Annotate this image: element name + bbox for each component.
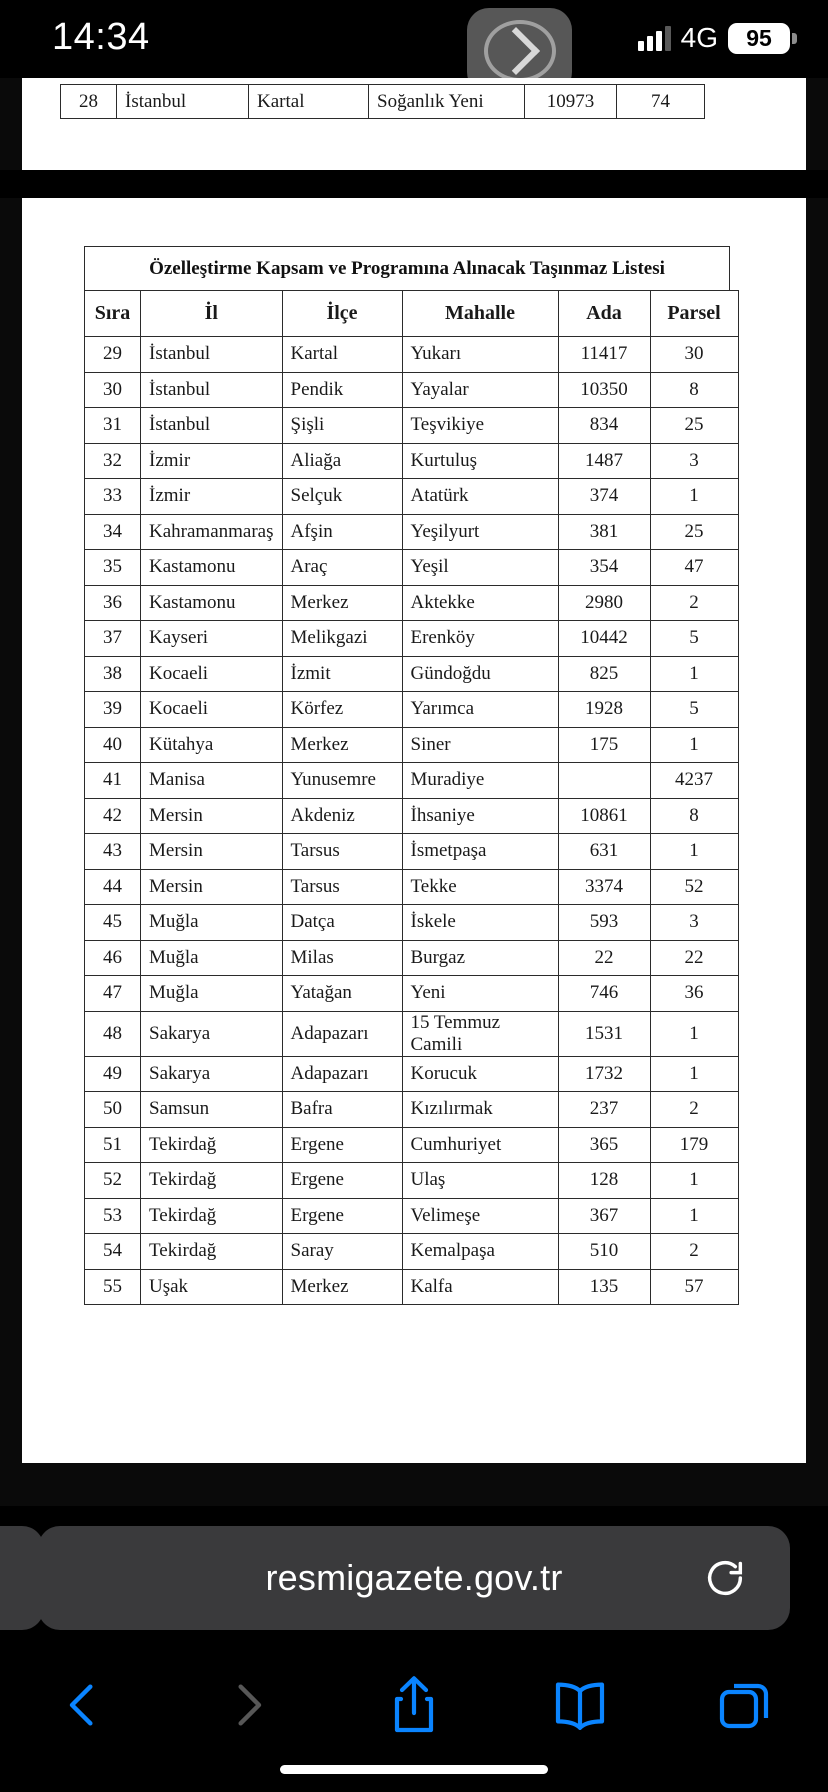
cell-il: İstanbul xyxy=(141,337,283,373)
cell-il: Kocaeli xyxy=(141,656,283,692)
cell-parsel: 52 xyxy=(650,869,738,905)
cell-ilce: Merkez xyxy=(282,585,402,621)
cell-sira: 30 xyxy=(85,372,141,408)
cell-parsel: 1 xyxy=(650,479,738,515)
cell-parsel: 179 xyxy=(650,1127,738,1163)
tab-strip xyxy=(0,1526,828,1630)
table-row xyxy=(85,372,739,408)
cell-ada: 367 xyxy=(558,1198,650,1234)
cell-sira: 39 xyxy=(85,692,141,728)
cell-il: İstanbul xyxy=(117,85,249,119)
cell-il: Muğla xyxy=(141,976,283,1012)
cell-il: Kahramanmaraş xyxy=(141,514,283,550)
cell-parsel: 36 xyxy=(650,976,738,1012)
cell-ada: 175 xyxy=(558,727,650,763)
cell-ilce: Selçuk xyxy=(282,479,402,515)
cell-ilce: Araç xyxy=(282,550,402,586)
cell-ilce: Bafra xyxy=(282,1092,402,1128)
table-row xyxy=(85,1092,739,1128)
cell-ada: 354 xyxy=(558,550,650,586)
column-header-sira: Sıra xyxy=(85,291,141,337)
cell-ilce: Aliağa xyxy=(282,443,402,479)
cell-il: Muğla xyxy=(141,905,283,941)
cell-il: Kütahya xyxy=(141,727,283,763)
cell-ada: 834 xyxy=(558,408,650,444)
cell-mahalle: Yeşilyurt xyxy=(402,514,558,550)
cell-il: Tekirdağ xyxy=(141,1198,283,1234)
cell-mahalle: Yeşil xyxy=(402,550,558,586)
table-row xyxy=(85,1163,739,1199)
cell-parsel: 25 xyxy=(650,514,738,550)
cell-mahalle: Burgaz xyxy=(402,940,558,976)
cell-ada: 10973 xyxy=(525,85,617,119)
cell-parsel: 2 xyxy=(650,1234,738,1270)
table-row xyxy=(85,1234,739,1270)
cell-sira: 31 xyxy=(85,408,141,444)
table-row xyxy=(61,85,705,119)
cell-il: Sakarya xyxy=(141,1011,283,1056)
column-header-ada: Ada xyxy=(558,291,650,337)
cell-sira: 46 xyxy=(85,940,141,976)
cell-ada xyxy=(558,763,650,799)
cell-ada: 1928 xyxy=(558,692,650,728)
web-content[interactable] xyxy=(0,78,828,1506)
cell-sira: 34 xyxy=(85,514,141,550)
cell-parsel: 1 xyxy=(650,1056,738,1092)
cell-ada: 10350 xyxy=(558,372,650,408)
cell-mahalle: Soğanlık Yeni xyxy=(369,85,525,119)
table-row xyxy=(85,337,739,373)
bookmarks-button[interactable] xyxy=(497,1660,663,1750)
cell-ada: 10442 xyxy=(558,621,650,657)
cell-il: Mersin xyxy=(141,834,283,870)
cell-mahalle: Yayalar xyxy=(402,372,558,408)
cell-il: Uşak xyxy=(141,1269,283,1305)
book-icon xyxy=(551,1678,609,1732)
table-row xyxy=(85,514,739,550)
cell-parsel: 8 xyxy=(650,798,738,834)
cell-parsel: 4237 xyxy=(650,763,738,799)
cell-sira: 35 xyxy=(85,550,141,586)
cell-il: Sakarya xyxy=(141,1056,283,1092)
cell-sira: 37 xyxy=(85,621,141,657)
cell-sira: 50 xyxy=(85,1092,141,1128)
cell-parsel: 30 xyxy=(650,337,738,373)
cell-ilce: Kartal xyxy=(249,85,369,119)
cell-ilce: İzmit xyxy=(282,656,402,692)
cell-il: Kastamonu xyxy=(141,585,283,621)
cell-ada: 3374 xyxy=(558,869,650,905)
cell-ada: 135 xyxy=(558,1269,650,1305)
cell-sira: 48 xyxy=(85,1011,141,1056)
cell-parsel: 2 xyxy=(650,1092,738,1128)
cell-ilce: Ergene xyxy=(282,1198,402,1234)
cell-ada: 746 xyxy=(558,976,650,1012)
cell-mahalle: İhsaniye xyxy=(402,798,558,834)
forward-chevron-icon xyxy=(226,1675,270,1735)
cell-mahalle: Ulaş xyxy=(402,1163,558,1199)
cell-ada: 510 xyxy=(558,1234,650,1270)
cell-il: İzmir xyxy=(141,443,283,479)
table-row xyxy=(85,692,739,728)
document-page-current xyxy=(22,198,806,1463)
cell-mahalle: Kalfa xyxy=(402,1269,558,1305)
cell-il: Manisa xyxy=(141,763,283,799)
cell-ilce: Pendik xyxy=(282,372,402,408)
cell-sira: 49 xyxy=(85,1056,141,1092)
cell-ilce: Saray xyxy=(282,1234,402,1270)
cell-mahalle: Gündoğdu xyxy=(402,656,558,692)
cell-parsel: 8 xyxy=(650,372,738,408)
cell-il: Tekirdağ xyxy=(141,1163,283,1199)
cell-parsel: 25 xyxy=(650,408,738,444)
cell-ilce: Melikgazi xyxy=(282,621,402,657)
cell-sira: 45 xyxy=(85,905,141,941)
table-header-row xyxy=(85,291,739,337)
table-row xyxy=(85,976,739,1012)
cell-ilce: Afşin xyxy=(282,514,402,550)
cell-il: Kocaeli xyxy=(141,692,283,728)
cell-parsel: 1 xyxy=(650,1198,738,1234)
cell-mahalle: Yukarı xyxy=(402,337,558,373)
share-button[interactable] xyxy=(331,1660,497,1750)
cell-parsel: 47 xyxy=(650,550,738,586)
address-bar[interactable] xyxy=(38,1526,790,1630)
cell-il: Tekirdağ xyxy=(141,1127,283,1163)
cell-mahalle: Erenköy xyxy=(402,621,558,657)
table-row xyxy=(85,621,739,657)
cell-ilce: Kartal xyxy=(282,337,402,373)
cell-parsel: 22 xyxy=(650,940,738,976)
cell-ada: 631 xyxy=(558,834,650,870)
cell-mahalle: Kurtuluş xyxy=(402,443,558,479)
cell-sira: 47 xyxy=(85,976,141,1012)
cell-ilce: Şişli xyxy=(282,408,402,444)
cell-ilce: Tarsus xyxy=(282,869,402,905)
table-body xyxy=(85,337,739,1305)
page-separator xyxy=(0,170,828,198)
table-row xyxy=(85,869,739,905)
cell-mahalle: İskele xyxy=(402,905,558,941)
cell-ilce: Merkez xyxy=(282,1269,402,1305)
cell-ada: 381 xyxy=(558,514,650,550)
cell-ada: 2980 xyxy=(558,585,650,621)
cell-mahalle: Siner xyxy=(402,727,558,763)
cell-mahalle: Yarımca xyxy=(402,692,558,728)
cell-ilce: Yunusemre xyxy=(282,763,402,799)
cell-parsel: 2 xyxy=(650,585,738,621)
cell-parsel: 1 xyxy=(650,834,738,870)
cell-parsel: 1 xyxy=(650,1011,738,1056)
url-text: resmigazete.gov.tr xyxy=(265,1557,563,1598)
battery-icon: 95 xyxy=(728,23,790,54)
cellular-signal-icon xyxy=(638,25,671,51)
table-row xyxy=(85,798,739,834)
home-indicator xyxy=(280,1765,548,1774)
reload-icon[interactable] xyxy=(702,1555,748,1601)
cell-mahalle: Yeni xyxy=(402,976,558,1012)
cell-sira: 55 xyxy=(85,1269,141,1305)
cell-il: Samsun xyxy=(141,1092,283,1128)
table-row xyxy=(85,1011,739,1056)
cell-ilce: Akdeniz xyxy=(282,798,402,834)
table-row xyxy=(85,1198,739,1234)
cell-sira: 54 xyxy=(85,1234,141,1270)
cell-ada: 374 xyxy=(558,479,650,515)
cell-sira: 44 xyxy=(85,869,141,905)
cell-mahalle: Teşvikiye xyxy=(402,408,558,444)
cell-mahalle: İsmetpaşa xyxy=(402,834,558,870)
cell-sira: 33 xyxy=(85,479,141,515)
cell-mahalle: Kemalpaşa xyxy=(402,1234,558,1270)
cell-ilce: Tarsus xyxy=(282,834,402,870)
cell-mahalle: Cumhuriyet xyxy=(402,1127,558,1163)
cell-il: Tekirdağ xyxy=(141,1234,283,1270)
cell-ada: 237 xyxy=(558,1092,650,1128)
table-row xyxy=(85,443,739,479)
cell-ada: 825 xyxy=(558,656,650,692)
cell-mahalle: Atatürk xyxy=(402,479,558,515)
share-icon xyxy=(388,1674,440,1736)
table-row xyxy=(85,1269,739,1305)
status-indicators xyxy=(638,22,790,54)
cell-ada: 365 xyxy=(558,1127,650,1163)
table-row xyxy=(85,408,739,444)
cell-sira: 42 xyxy=(85,798,141,834)
tabs-button[interactable] xyxy=(662,1660,828,1750)
cell-ilce: Körfez xyxy=(282,692,402,728)
immovable-property-table xyxy=(84,290,739,1305)
cell-parsel: 3 xyxy=(650,905,738,941)
table-row xyxy=(85,1127,739,1163)
cell-mahalle: Muradiye xyxy=(402,763,558,799)
cell-sira: 29 xyxy=(85,337,141,373)
cell-sira: 32 xyxy=(85,443,141,479)
cell-il: Kayseri xyxy=(141,621,283,657)
network-type-label: 4G xyxy=(680,22,718,53)
column-header-ilce: İlçe xyxy=(282,291,402,337)
back-chevron-icon xyxy=(61,1675,105,1735)
cell-il: Muğla xyxy=(141,940,283,976)
cell-parsel: 1 xyxy=(650,727,738,763)
tabs-icon xyxy=(717,1677,773,1733)
cell-parsel: 1 xyxy=(650,656,738,692)
cell-sira: 53 xyxy=(85,1198,141,1234)
cell-sira: 51 xyxy=(85,1127,141,1163)
cell-sira: 41 xyxy=(85,763,141,799)
cell-ilce: Ergene xyxy=(282,1163,402,1199)
cell-ada: 10861 xyxy=(558,798,650,834)
cell-mahalle: 15 Temmuz Camili xyxy=(402,1011,558,1056)
cell-sira: 52 xyxy=(85,1163,141,1199)
cell-sira: 36 xyxy=(85,585,141,621)
cell-ada: 1732 xyxy=(558,1056,650,1092)
pip-ring-decoration xyxy=(484,20,556,82)
cell-il: İstanbul xyxy=(141,408,283,444)
table-row xyxy=(85,727,739,763)
table-row xyxy=(85,585,739,621)
status-bar xyxy=(0,0,828,78)
cell-mahalle: Tekke xyxy=(402,869,558,905)
cell-ada: 1487 xyxy=(558,443,650,479)
cell-il: Mersin xyxy=(141,798,283,834)
cell-sira: 28 xyxy=(61,85,117,119)
column-header-mahalle: Mahalle xyxy=(402,291,558,337)
browser-toolbar xyxy=(0,1660,828,1750)
cell-ilce: Yatağan xyxy=(282,976,402,1012)
column-header-il: İl xyxy=(141,291,283,337)
cell-mahalle: Aktekke xyxy=(402,585,558,621)
document-title: Özelleştirme Kapsam ve Programına Alınacak Taşınmaz Listesi xyxy=(84,246,730,290)
cell-mahalle: Kızılırmak xyxy=(402,1092,558,1128)
forward-button xyxy=(166,1660,332,1750)
cell-il: Kastamonu xyxy=(141,550,283,586)
status-clock: 14:34 xyxy=(52,16,150,58)
column-header-parsel: Parsel xyxy=(650,291,738,337)
table-row xyxy=(85,550,739,586)
cell-ada: 128 xyxy=(558,1163,650,1199)
cell-mahalle: Korucuk xyxy=(402,1056,558,1092)
previous-page-table xyxy=(60,84,705,119)
cell-ada: 593 xyxy=(558,905,650,941)
table-row xyxy=(85,656,739,692)
cell-il: İzmir xyxy=(141,479,283,515)
browser-bottom-bars xyxy=(0,1506,828,1792)
cell-parsel: 57 xyxy=(650,1269,738,1305)
table-row xyxy=(85,1056,739,1092)
cell-ilce: Merkez xyxy=(282,727,402,763)
cell-sira: 43 xyxy=(85,834,141,870)
cell-parsel: 5 xyxy=(650,621,738,657)
table-row xyxy=(85,479,739,515)
cell-parsel: 1 xyxy=(650,1163,738,1199)
cell-sira: 40 xyxy=(85,727,141,763)
cell-ilce: Adapazarı xyxy=(282,1011,402,1056)
cell-sira: 38 xyxy=(85,656,141,692)
cell-ilce: Ergene xyxy=(282,1127,402,1163)
cell-ilce: Milas xyxy=(282,940,402,976)
table-row xyxy=(85,763,739,799)
cell-ada: 1531 xyxy=(558,1011,650,1056)
table-row xyxy=(85,940,739,976)
cell-ada: 22 xyxy=(558,940,650,976)
table-row xyxy=(85,834,739,870)
table-row xyxy=(85,905,739,941)
cell-mahalle: Velimeşe xyxy=(402,1198,558,1234)
cell-ilce: Adapazarı xyxy=(282,1056,402,1092)
cell-il: İstanbul xyxy=(141,372,283,408)
cell-parsel: 5 xyxy=(650,692,738,728)
document-page-previous xyxy=(22,78,806,170)
cell-il: Mersin xyxy=(141,869,283,905)
back-button[interactable] xyxy=(0,1660,166,1750)
cell-ada: 11417 xyxy=(558,337,650,373)
cell-ilce: Datça xyxy=(282,905,402,941)
cell-parsel: 74 xyxy=(617,85,705,119)
cell-parsel: 3 xyxy=(650,443,738,479)
